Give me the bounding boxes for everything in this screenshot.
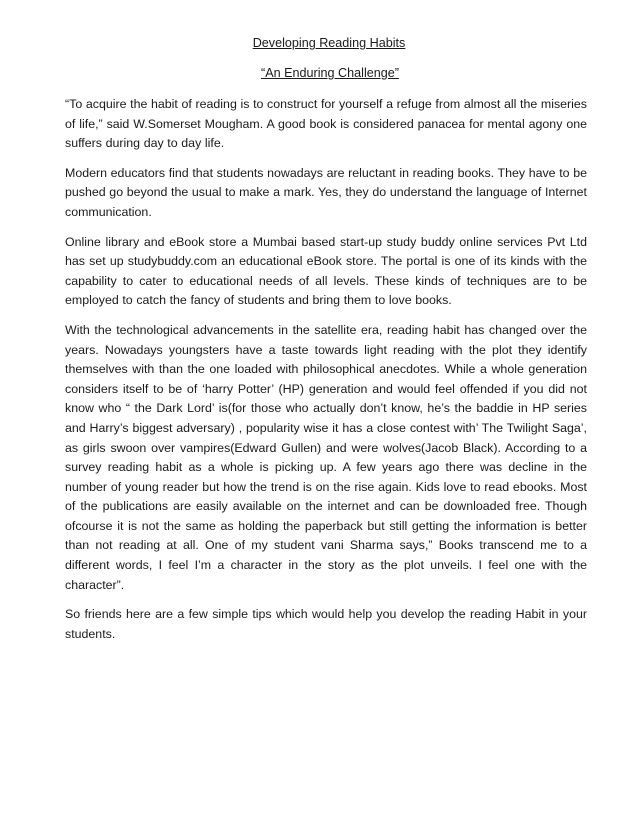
document-subtitle: “An Enduring Challenge” [261,66,399,80]
document-title: Developing Reading Habits [252,36,406,50]
paragraph-online-library: Online library and eBook store a Mumbai based start-up study buddy online services Pvt Ltd has set up studybuddy.com an educational eBook store. The portal is one of its kinds with the capability to cater to educational needs of all levels. These kinds of techniques are to be employed to catch the fancy of students and bring them to love books. [65,234,587,308]
paragraph-tips: So friends here are a few simple tips which would help you develop the reading Habit in your students. [65,607,587,641]
paragraph-educators: Modern educators find that students nowadays are reluctant in reading books. They have to be pushed go beyond the usual to make a mark. Yes, they do understand the language of Internet communication. [65,165,587,219]
paragraph-quote: “To acquire the habit of reading is to construct for yourself a refuge from almost all the miseries of life,” said W.Somerset Mougham. A good book is considered panacea for mental agony one suffers during day to day life. [65,97,587,151]
paragraph-technology: With the technological advancements in the satellite era, reading habit has changed over the years. Nowadays youngsters have a taste towards light reading with the plot they identify themselves with than the one loaded with philosophical anecdotes. While a whole generation considers itself to be of ‘harry Potter’ (HP) generation and would feel offended if you did not know who “ the Dark Lord’ is(for those who actually don’t know, he’s the baddie in HP series and Harry’s biggest adversary) , popularity wise it has a close contest with’ The Twilight Saga’, as girls swoon over vampires(Edward Gullen) and were wolves(Jacob Black). According to a survey reading habit as a whole is picking up. A few years ago there was decline in the number of young reader but how the trend is on the rise again. Kids love to read ebooks. Most of the publications are easily available on the internet and can be downloaded free. Though ofcourse it is not the same as holding the paperback but still getting the information is better than not reading at all. One of my student vani Sharma says,” Books transcend me to a different words, I feel I’m a character in the story as the plot unveils. I feel one with the character”. [65,322,587,592]
